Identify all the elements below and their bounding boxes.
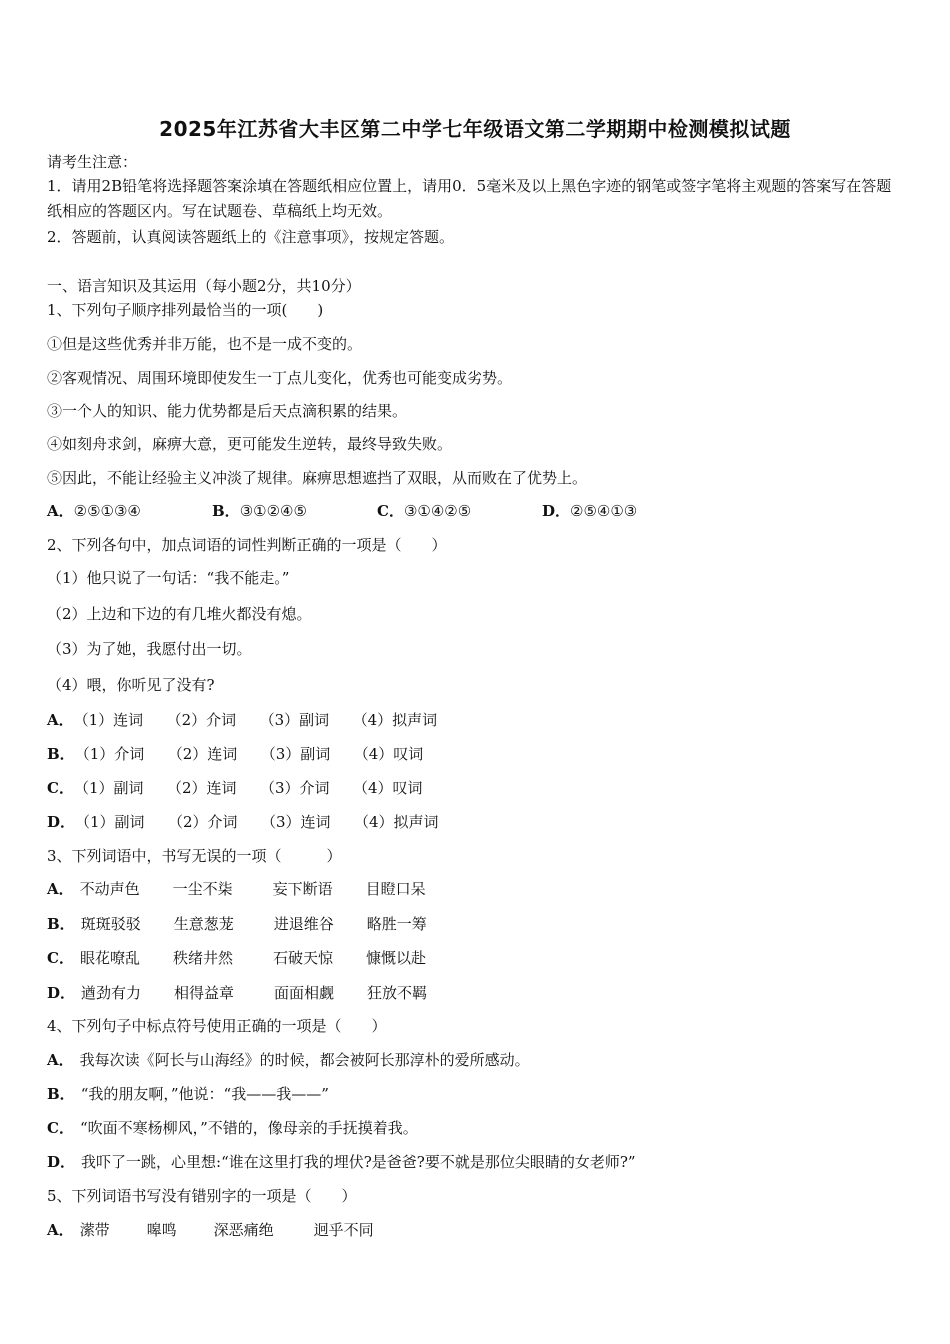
option-part: （1）介词 bbox=[74, 745, 145, 763]
option-part: （3）副词 bbox=[259, 711, 330, 729]
option-part: （4）叹词 bbox=[352, 779, 423, 797]
option-part: （1）副词 bbox=[73, 779, 144, 797]
option-part: （2）连词 bbox=[167, 745, 238, 763]
q2-sentence: （4）喂，你听见了没有? bbox=[47, 676, 215, 694]
q1-option-a bbox=[47, 501, 212, 521]
option-label: A． bbox=[47, 711, 74, 729]
option-part: 一尘不柒 bbox=[172, 880, 233, 898]
q3-option-c bbox=[47, 948, 426, 968]
q1-sentence: ①但是这些优秀并非万能，也不是一成不变的。 bbox=[47, 335, 363, 353]
option-text: 我吓了一跳，心里想:“谁在这里打我的埋伏?是爸爸?要不就是那位尖眼睛的女老师?” bbox=[81, 1153, 636, 1171]
q4-option-b bbox=[47, 1084, 329, 1104]
option-part: （2）连词 bbox=[166, 779, 237, 797]
q1-sentence: ③一个人的知识、能力优势都是后天点滴积累的结果。 bbox=[47, 402, 408, 420]
q4-option-d bbox=[47, 1152, 636, 1172]
option-part: 慷慨以赴 bbox=[365, 949, 426, 967]
option-label: D． bbox=[47, 984, 76, 1002]
option-part: 嗥鸣 bbox=[146, 1221, 177, 1239]
option-part: （3）介词 bbox=[259, 779, 330, 797]
q2-option-d bbox=[47, 812, 439, 832]
q2-sentence: （2）上边和下边的有几堆火都没有熄。 bbox=[47, 605, 312, 623]
option-text: ②⑤④①③ bbox=[570, 502, 638, 520]
q4-option-a bbox=[47, 1050, 530, 1070]
option-part: 深恶痛绝 bbox=[213, 1221, 274, 1239]
option-part: 面面相觑 bbox=[274, 984, 335, 1002]
option-part: （1）副词 bbox=[75, 813, 145, 831]
option-text: “吹面不寒杨柳风，”不错的，像母亲的手抚摸着我。 bbox=[79, 1119, 418, 1137]
option-label: A． bbox=[47, 880, 74, 898]
option-part: （2）介词 bbox=[168, 813, 238, 831]
option-label: D． bbox=[47, 1153, 76, 1171]
option-text: 我每次读《阿长与山海经》的时候，都会被阿长那淳朴的爱所感动。 bbox=[79, 1051, 530, 1069]
option-text: “我的朋友啊，”他说：“我——我——” bbox=[80, 1085, 329, 1103]
option-label: C． bbox=[47, 949, 74, 967]
option-part: 石破天惊 bbox=[272, 949, 333, 967]
option-part: （4）拟声词 bbox=[354, 813, 439, 831]
option-part: （4）叹词 bbox=[353, 745, 424, 763]
q1-sentence: ⑤因此，不能让经验主义冲淡了规律。麻痹思想遮挡了双眼，从而败在了优势上。 bbox=[47, 469, 588, 487]
option-label: C． bbox=[377, 502, 404, 520]
question-5-stem: 5、下列词语书写没有错别字的一项是（ ） bbox=[47, 1187, 357, 1205]
option-label: A． bbox=[47, 502, 74, 520]
option-part: 略胜一筹 bbox=[366, 915, 427, 933]
option-label: D． bbox=[542, 502, 571, 520]
q2-option-b bbox=[47, 744, 423, 764]
q3-option-a bbox=[47, 879, 426, 899]
option-part: 斑斑驳驳 bbox=[80, 915, 141, 933]
option-part: （3）副词 bbox=[260, 745, 331, 763]
option-part: 迥乎不同 bbox=[313, 1221, 374, 1239]
option-part: 狂放不羁 bbox=[367, 984, 428, 1002]
question-3-stem: 3、下列词语中，书写无误的一项（ ） bbox=[47, 847, 342, 865]
option-part: 秩绪井然 bbox=[172, 949, 233, 967]
q1-option-d bbox=[542, 501, 637, 521]
q3-option-d bbox=[47, 983, 427, 1003]
option-label: A． bbox=[47, 1221, 74, 1239]
option-part: 潆带 bbox=[79, 1221, 110, 1239]
option-part: 眼花嘹乱 bbox=[79, 949, 140, 967]
q2-sentence: （3）为了她，我愿付出一切。 bbox=[47, 640, 252, 658]
option-part: 进退维谷 bbox=[273, 915, 334, 933]
option-part: 相得益章 bbox=[174, 984, 235, 1002]
option-text: ②⑤①③④ bbox=[73, 502, 141, 520]
q3-option-b bbox=[47, 914, 427, 934]
option-label: B． bbox=[47, 745, 75, 763]
option-label: B． bbox=[47, 915, 75, 933]
option-part: 生意葱茏 bbox=[173, 915, 234, 933]
option-label: C． bbox=[47, 1119, 74, 1137]
q1-sentence: ②客观情况、周围环境即使发生一丁点儿变化，优秀也可能变成劣势。 bbox=[47, 369, 513, 387]
q2-option-c bbox=[47, 778, 423, 798]
option-part: 妄下断语 bbox=[272, 880, 333, 898]
q2-option-a bbox=[47, 710, 437, 730]
q1-options bbox=[47, 501, 637, 521]
option-part: 不动声色 bbox=[79, 880, 140, 898]
q5-option-a bbox=[47, 1220, 374, 1240]
option-label: B． bbox=[47, 1085, 75, 1103]
q4-option-c bbox=[47, 1118, 418, 1138]
notice-item-2: 2．答题前，认真阅读答题纸上的《注意事项》，按规定答题。 bbox=[47, 228, 455, 246]
option-part: （3）连词 bbox=[261, 813, 331, 831]
option-label: C． bbox=[47, 779, 74, 797]
option-part: （4）拟声词 bbox=[352, 711, 438, 729]
q1-option-c bbox=[377, 501, 542, 521]
option-label: D． bbox=[47, 813, 76, 831]
question-2-stem: 2、下列各句中，加点词语的词性判断正确的一项是（ ） bbox=[47, 536, 447, 554]
notice-heading: 请考生注意： bbox=[47, 153, 138, 171]
question-4-stem: 4、下列句子中标点符号使用正确的一项是（ ） bbox=[47, 1017, 387, 1035]
option-part: （1）连词 bbox=[73, 711, 144, 729]
question-1-stem: 1、下列句子顺序排列最恰当的一项( ) bbox=[47, 301, 324, 319]
option-part: （2）介词 bbox=[166, 711, 237, 729]
option-text: ③①②④⑤ bbox=[239, 502, 307, 520]
page-title: 2025年江苏省大丰区第二中学七年级语文第二学期期中检测模拟试题 bbox=[159, 117, 791, 141]
q1-option-b bbox=[212, 501, 377, 521]
option-label: B． bbox=[212, 502, 240, 520]
option-text: ③①④②⑤ bbox=[403, 502, 472, 520]
option-part: 目瞪口呆 bbox=[365, 880, 426, 898]
q1-sentence: ④如刻舟求剑，麻痹大意，更可能发生逆转，最终导致失败。 bbox=[47, 435, 453, 453]
notice-item-1: 1．请用2B铅笔将选择题答案涂填在答题纸相应位置上，请用0．5毫米及以上黑色字迹的钢笔或签字笔将主观题的答案写在答题纸相应的答题区内。写在试题卷、草稿纸上均无效。 bbox=[47, 177, 892, 220]
q2-sentence: （1）他只说了一句话：“我不能走。” bbox=[47, 569, 290, 587]
option-label: A． bbox=[47, 1051, 74, 1069]
section-heading: 一、语言知识及其运用（每小题2分，共10分） bbox=[47, 277, 361, 295]
option-part: 遒劲有力 bbox=[81, 984, 142, 1002]
